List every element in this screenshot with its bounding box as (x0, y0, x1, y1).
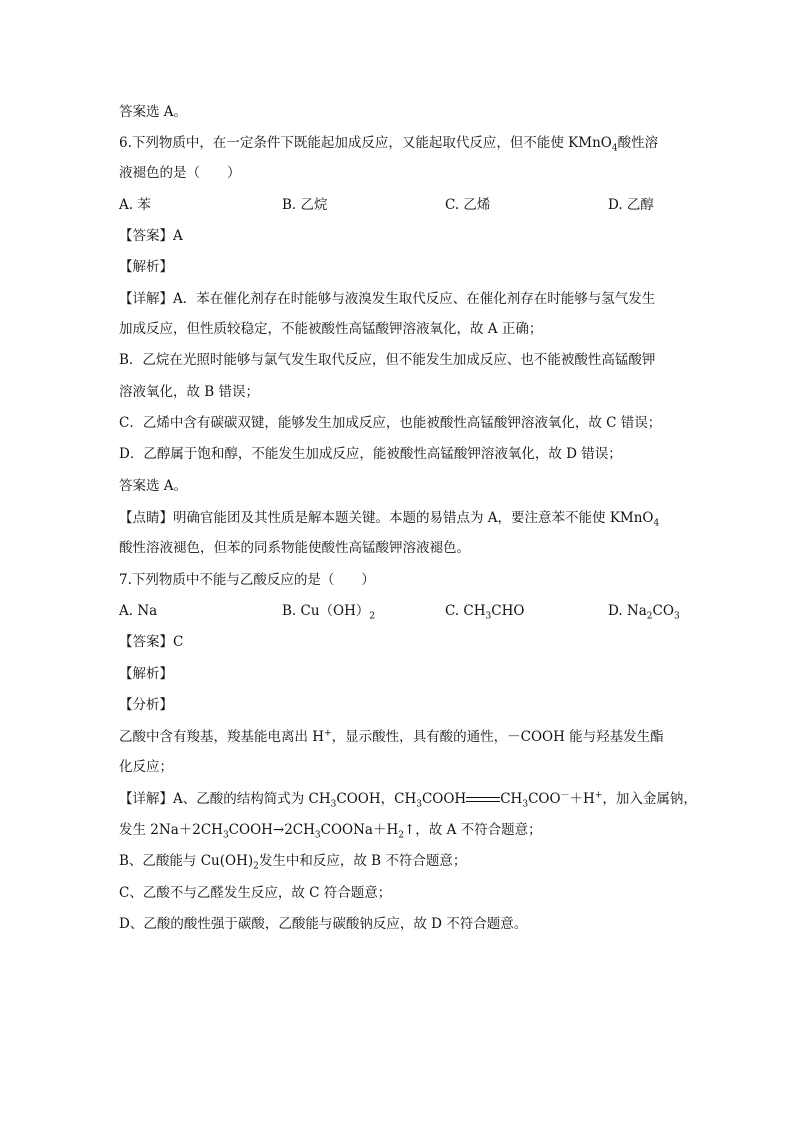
q7-detail-2: 发生 $2Na+2CH_3COOH\to 2CH_3COONa+H_2↑$，故 A 不符合题意； (119, 822, 542, 841)
q7-detail-1: 【详解】A、乙酸的结构简式为 $CH_3COOH$，$CH_3COOH$ $CH_3COO^-+H^+$，加入金属钠， (119, 790, 697, 810)
question-6-stem-cont: 液褪色的是（ ） (119, 165, 241, 181)
q7-option-b: B. $Cu(OH)_2$ (282, 603, 376, 622)
question-7-stem: 7.下列物质中不能与乙酸反应的是（ ） (119, 572, 375, 588)
q7-option-d: D. $Na_2CO_3$ (608, 603, 680, 622)
option-a: A. 苯 (119, 197, 151, 213)
q7-fenxi-heading: 【分析】 (119, 697, 173, 713)
q6-tip-1: 【点睛】明确官能团及其性质是解本题关键。本题的易错点为 A，要注意苯不能使 KMnO$_4$ (119, 510, 660, 529)
q6-detail-2: 加成反应，但性质较稳定，不能被酸性高锰酸钾溶液氧化，故 A 正确； (119, 321, 543, 337)
question-6-stem: 6.下列物质中，在一定条件下既能起加成反应，又能起取代反应，但不能使 KMnO$_4$酸性溶 (119, 135, 659, 154)
q6-detail-6: D．乙醇属于饱和醇，不能发生加成反应，能被酸性高锰酸钾溶液氧化，故 D 错误； (119, 446, 622, 462)
q7-option-c: C. $CH_3CHO$ (445, 603, 525, 622)
q6-answer: 【答案】A (119, 228, 183, 244)
equilibrium-arrow-icon (466, 795, 500, 805)
q7-fenxi-2: 化反应； (119, 759, 173, 775)
q7-answer: 【答案】C (119, 634, 184, 650)
q7-option-a: A. Na (119, 603, 158, 619)
q6-detail-1: 【详解】A．苯在催化剂存在时能够与液溴发生取代反应、在催化剂存在时能够与氢气发生 (119, 291, 656, 307)
q7-detail-4: C、乙酸不与乙醛发生反应，故 C 符合题意； (119, 885, 392, 901)
q6-end: 答案选 A。 (119, 478, 188, 494)
q6-analysis-heading: 【解析】 (119, 259, 173, 275)
q6-detail-4: 溶液氧化，故 B 错误； (119, 384, 260, 400)
option-b: B. 乙烷 (282, 197, 328, 213)
q7-analysis-heading: 【解析】 (119, 666, 173, 682)
q7-fenxi-1: 乙酸中含有羧基，羧基能电离出 H+，显示酸性，具有酸的通性，－COOH 能与羟基发生酯 (119, 728, 664, 745)
q7-detail-5: D、乙酸的酸性强于碳酸，乙酸能与碳酸钠反应，故 D 不符合题意。 (119, 916, 528, 932)
q6-detail-5: C．乙烯中含有碳碳双键，能够发生加成反应，也能被酸性高锰酸钾溶液氧化，故 C 错误； (119, 415, 662, 431)
answer-line: 答案选 A。 (119, 104, 188, 120)
q7-detail-3: B、乙酸能与 $Cu(OH)_2$发生中和反应，故 B 不符合题意； (119, 853, 467, 872)
option-d: D. 乙醇 (608, 197, 654, 213)
q6-tip-2: 酸性溶液褪色，但苯的同系物能使酸性高锰酸钾溶液褪色。 (119, 540, 470, 556)
option-c: C. 乙烯 (445, 197, 491, 213)
q6-detail-3: B．乙烷在光照时能够与氯气发生取代反应，但不能发生加成反应、也不能被酸性高锰酸钾 (119, 352, 656, 368)
